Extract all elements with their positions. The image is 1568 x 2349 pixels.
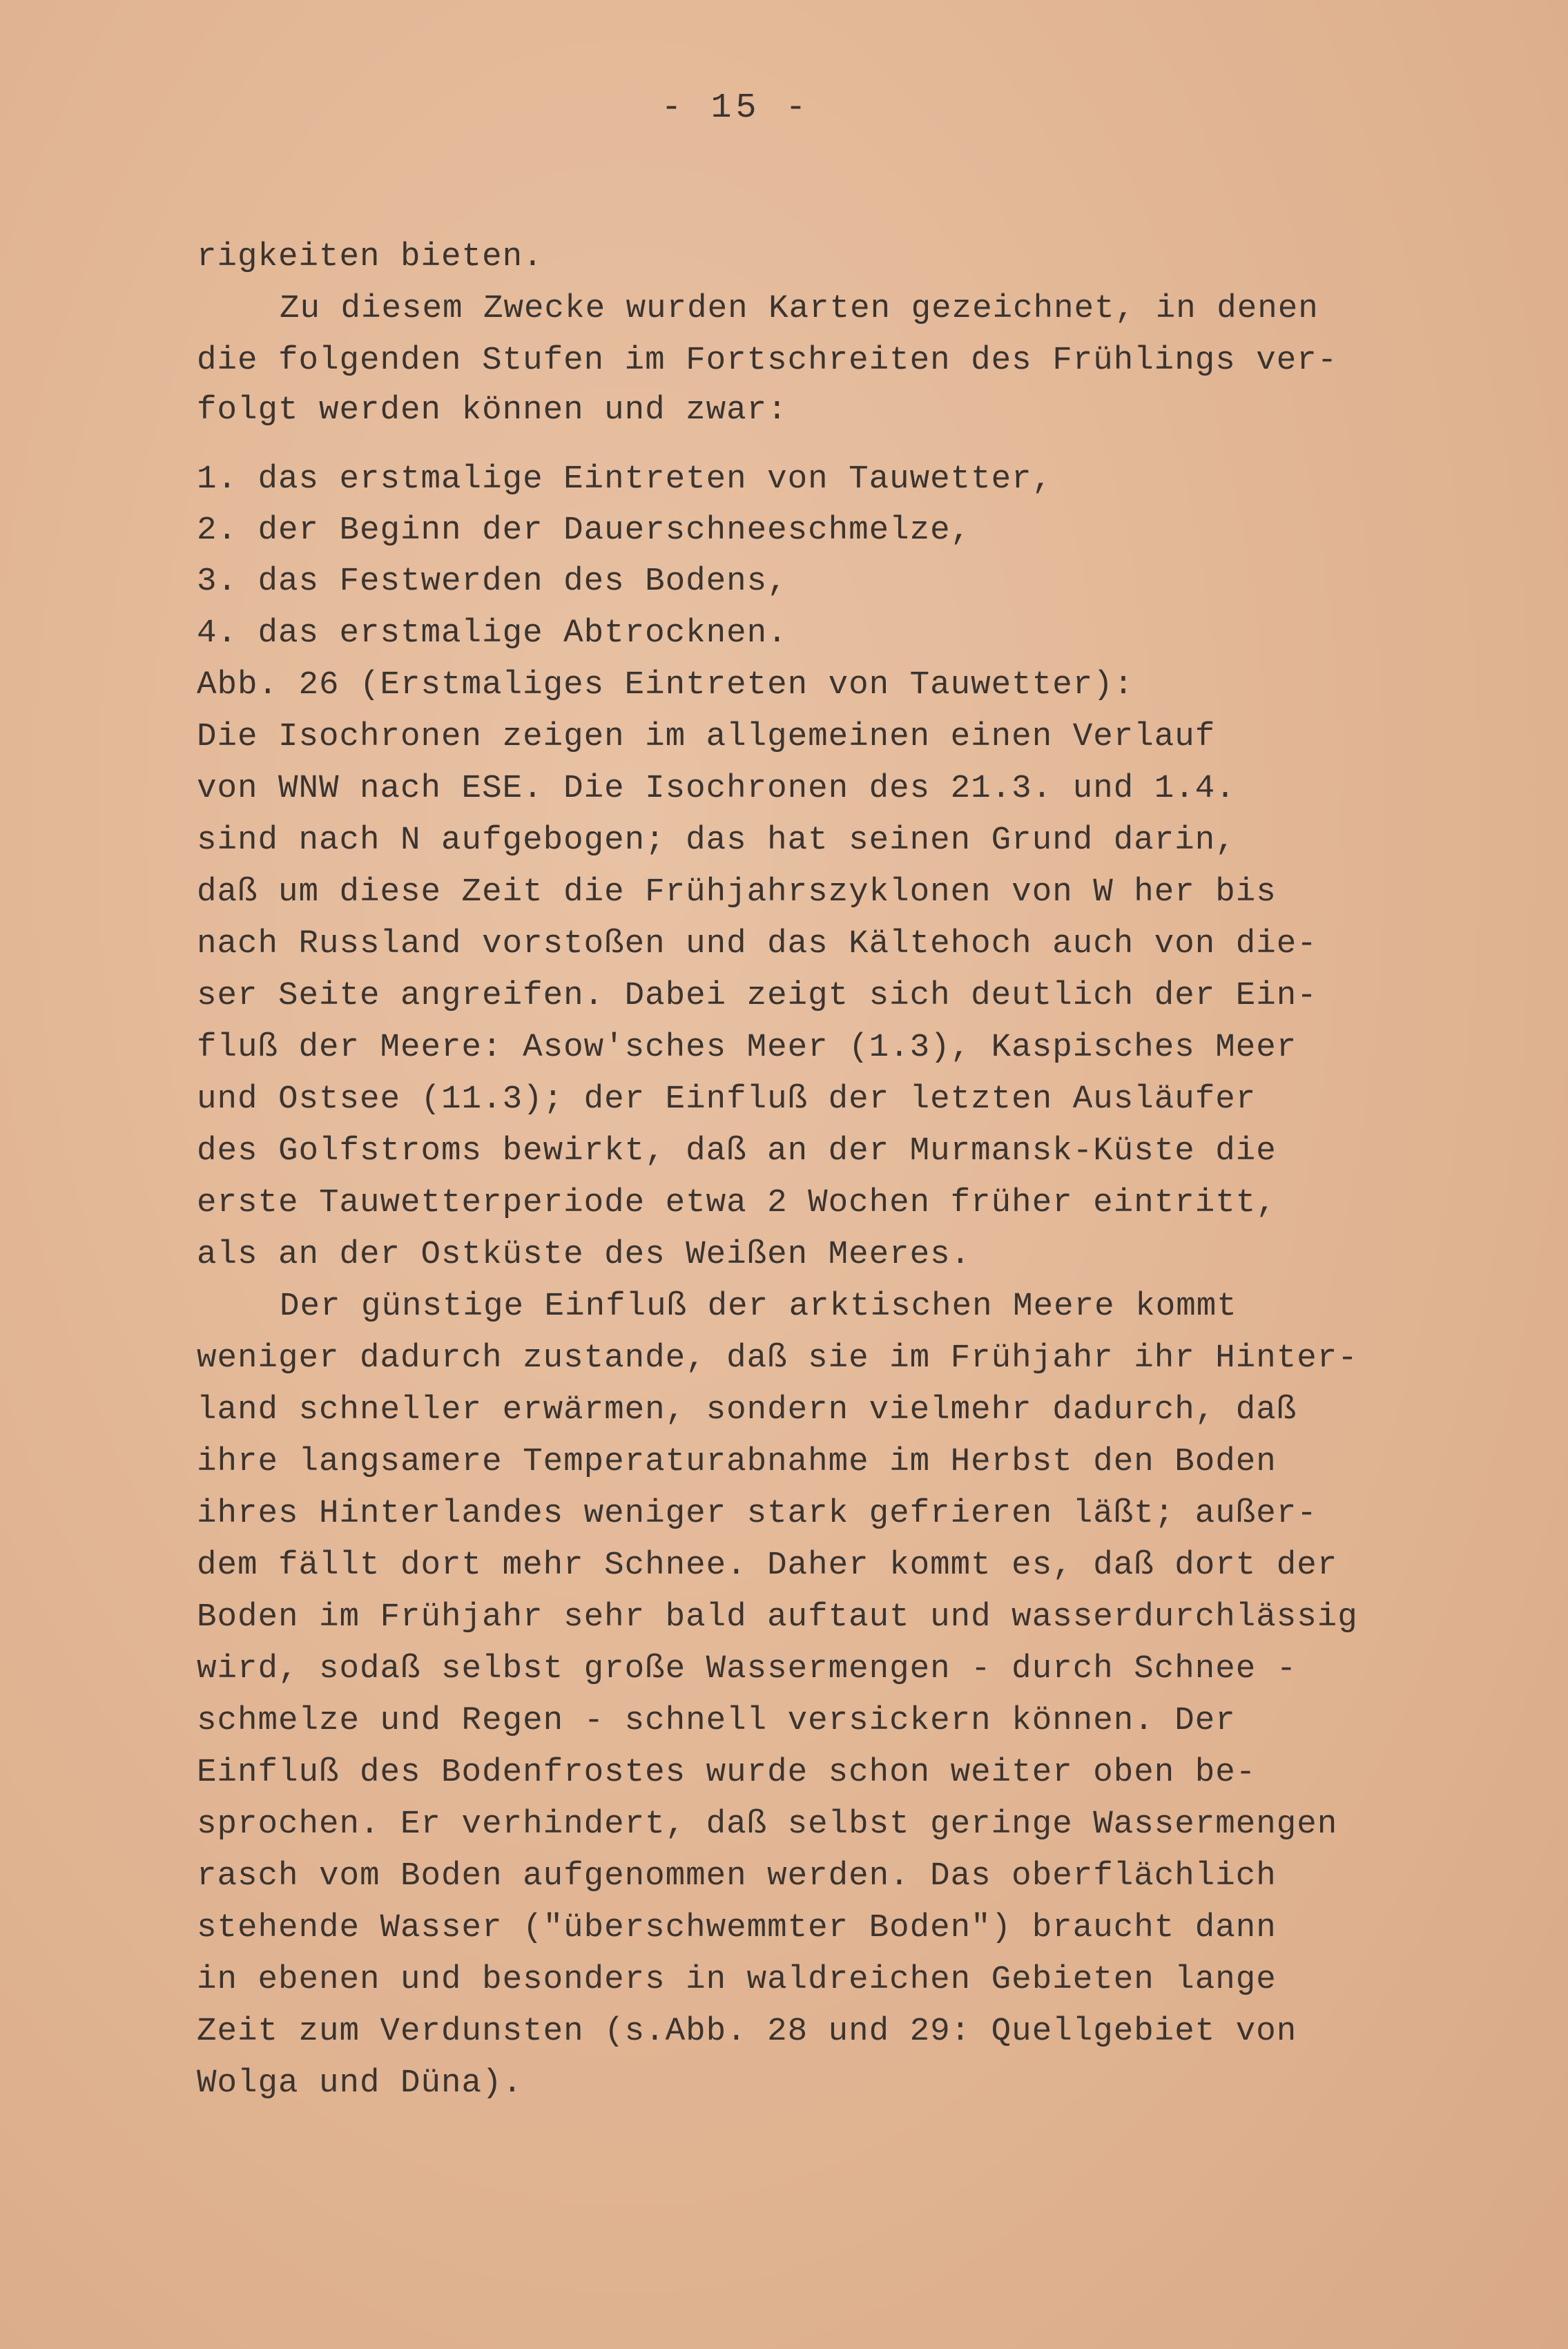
text-line: Einfluß des Bodenfrostes wurde schon weiter oben be- [197,1754,1257,1791]
list-item: 2. der Beginn der Dauerschneeschmelze, [197,512,971,549]
text-line: in ebenen und besonders in waldreichen Gebieten lange [197,1961,1277,1998]
text-line: des Golfstroms bewirkt, daß an der Murmansk-Küste die [197,1132,1277,1170]
text-line: Abb. 26 (Erstmaliges Eintreten von Tauwetter): [197,666,1134,704]
text-line: stehende Wasser ("überschwemmter Boden") braucht dann [197,1909,1277,1946]
text-line: Der günstige Einfluß der arktischen Meere kommt [280,1288,1237,1325]
text-line: ihre langsamere Temperaturabnahme im Herbst den Boden [197,1443,1277,1480]
text-line: Boden im Frühjahr sehr bald auftaut und wasserdurchlässig [197,1598,1358,1636]
text-line: Die Isochronen zeigen im allgemeinen einen Verlauf [197,718,1216,755]
text-line: dem fällt dort mehr Schnee. Daher kommt es, daß dort der [197,1547,1338,1584]
page-number: - 15 - [661,88,811,128]
text-line: schmelze und Regen - schnell versickern können. Der [197,1702,1236,1739]
text-line: ihres Hinterlandes weniger stark gefrieren läßt; außer- [197,1495,1317,1532]
text-line: sprochen. Er verhindert, daß selbst geringe Wassermengen [197,1806,1338,1843]
list-item: 3. das Festwerden des Bodens, [197,563,788,600]
text-line: fluß der Meere: Asow'sches Meer (1.3), Kaspisches Meer [197,1029,1297,1066]
text-line: rigkeiten bieten. [197,238,543,276]
text-line: wird, sodaß selbst große Wassermengen - durch Schnee - [197,1650,1297,1688]
text-line: Zeit zum Verdunsten (s.Abb. 28 und 29: Quellgebiet von [197,2013,1297,2050]
text-line: als an der Ostküste des Weißen Meeres. [197,1236,971,1273]
text-line: Zu diesem Zwecke wurden Karten gezeichnet, in denen [280,290,1319,327]
text-line: daß um diese Zeit die Frühjahrszyklonen von W her bis [197,873,1277,911]
text-line: die folgenden Stufen im Fortschreiten des Frühlings ver- [197,342,1338,379]
text-line: erste Tauwetterperiode etwa 2 Wochen früher eintritt, [197,1184,1277,1221]
text-line: nach Russland vorstoßen und das Kältehoch auch von die- [197,925,1317,963]
text-line: Wolga und Düna). [197,2065,523,2102]
text-line: sind nach N aufgebogen; das hat seinen Grund darin, [197,822,1236,859]
text-line: von WNW nach ESE. Die Isochronen des 21.3. und 1.4. [197,770,1236,807]
text-line: ser Seite angreifen. Dabei zeigt sich deutlich der Ein- [197,977,1317,1014]
list-item: 4. das erstmalige Abtrocknen. [197,615,788,652]
text-line: weniger dadurch zustande, daß sie im Frühjahr ihr Hinter- [197,1340,1358,1377]
list-item: 1. das erstmalige Eintreten von Tauwetter, [197,461,1053,498]
text-line: folgt werden können und zwar: [197,392,788,429]
text-line: und Ostsee (11.3); der Einfluß der letzten Ausläufer [197,1081,1257,1118]
text-line: rasch vom Boden aufgenommen werden. Das oberflächlich [197,1857,1277,1895]
text-line: land schneller erwärmen, sondern vielmehr dadurch, daß [197,1391,1297,1429]
